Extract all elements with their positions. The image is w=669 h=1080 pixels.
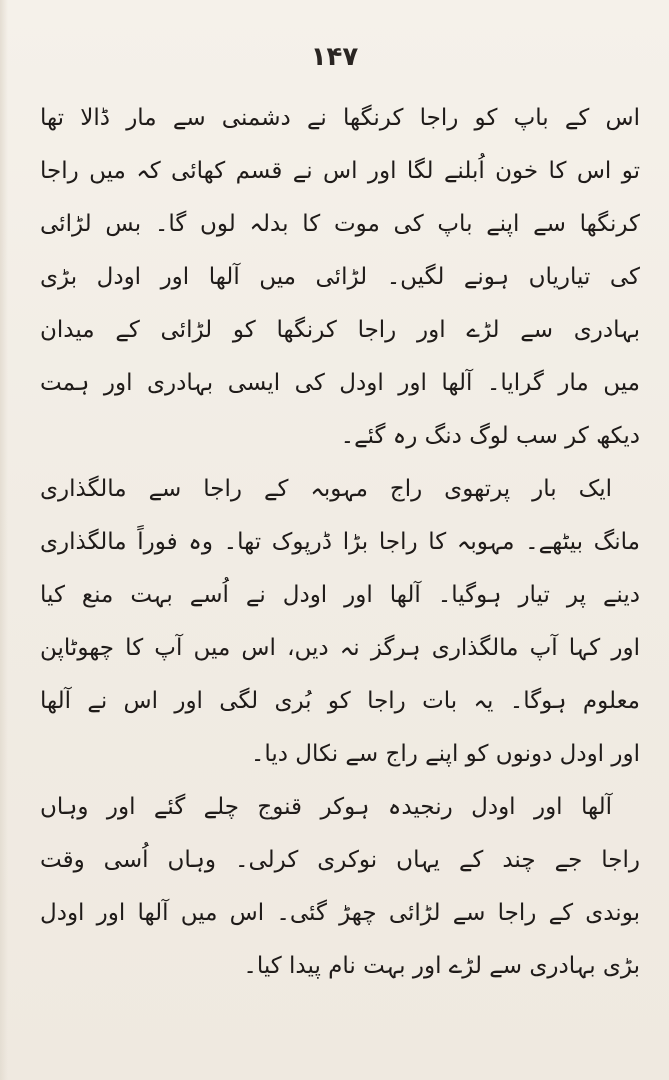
text-line: راجا جے چند کے یہاں نوکری کرلی۔ وہاں اُسی وقت xyxy=(40,847,640,873)
text-line: میں مار گرایا۔ آلھا اور اودل کی ایسی بہادری اور ہمت xyxy=(40,370,640,396)
text-line: کی تیاریاں ہونے لگیں۔ لڑائی میں آلھا اور اودل بڑی xyxy=(40,264,640,290)
text-line: ایک بار پرتھوی راج مہوبہ کے راجا سے مالگذاری xyxy=(40,476,612,502)
text-line: اور کہا آپ مالگذاری ہرگز نہ دیں، اس میں آپ کا چھوٹاپن xyxy=(40,635,640,661)
text-line: معلوم ہوگا۔ یہ بات راجا کو بُری لگی اور اس نے آلھا xyxy=(40,688,640,714)
text-line: دینے پر تیار ہوگیا۔ آلھا اور اودل نے اُسے بہت منع کیا xyxy=(40,582,640,608)
text-line: دیکھ کر سب لوگ دنگ رہ گئے۔ xyxy=(340,423,640,449)
body-text xyxy=(40,92,640,993)
page-number: ۱۴۷ xyxy=(310,42,359,72)
text-line: بہادری سے لڑے اور راجا کرنگھا کو لڑائی کے میدان xyxy=(40,317,640,343)
text-line: آلھا اور اودل رنجیدہ ہوکر قنوج چلے گئے اور وہاں xyxy=(40,794,612,820)
text-line: مانگ بیٹھے۔ مہوبہ کا راجا بڑا ڈرپوک تھا۔ وہ فوراً مالگذاری xyxy=(40,529,640,555)
text-line: اس کے باپ کو راجا کرنگھا نے دشمنی سے مار ڈالا تھا xyxy=(40,105,640,131)
text-line: اور اودل دونوں کو اپنے راج سے نکال دیا۔ xyxy=(250,741,640,767)
text-line: بڑی بہادری سے لڑے اور بہت نام پیدا کیا۔ xyxy=(243,953,640,979)
text-line: تو اس کا خون اُبلنے لگا اور اس نے قسم کھائی کہ میں راجا xyxy=(40,158,640,184)
text-line: کرنگھا سے اپنے باپ کی موت کا بدلہ لوں گا۔ بس لڑائی xyxy=(40,211,640,237)
text-line: بوندی کے راجا سے لڑائی چھڑ گئی۔ اس میں آلھا اور اودل xyxy=(40,900,640,926)
